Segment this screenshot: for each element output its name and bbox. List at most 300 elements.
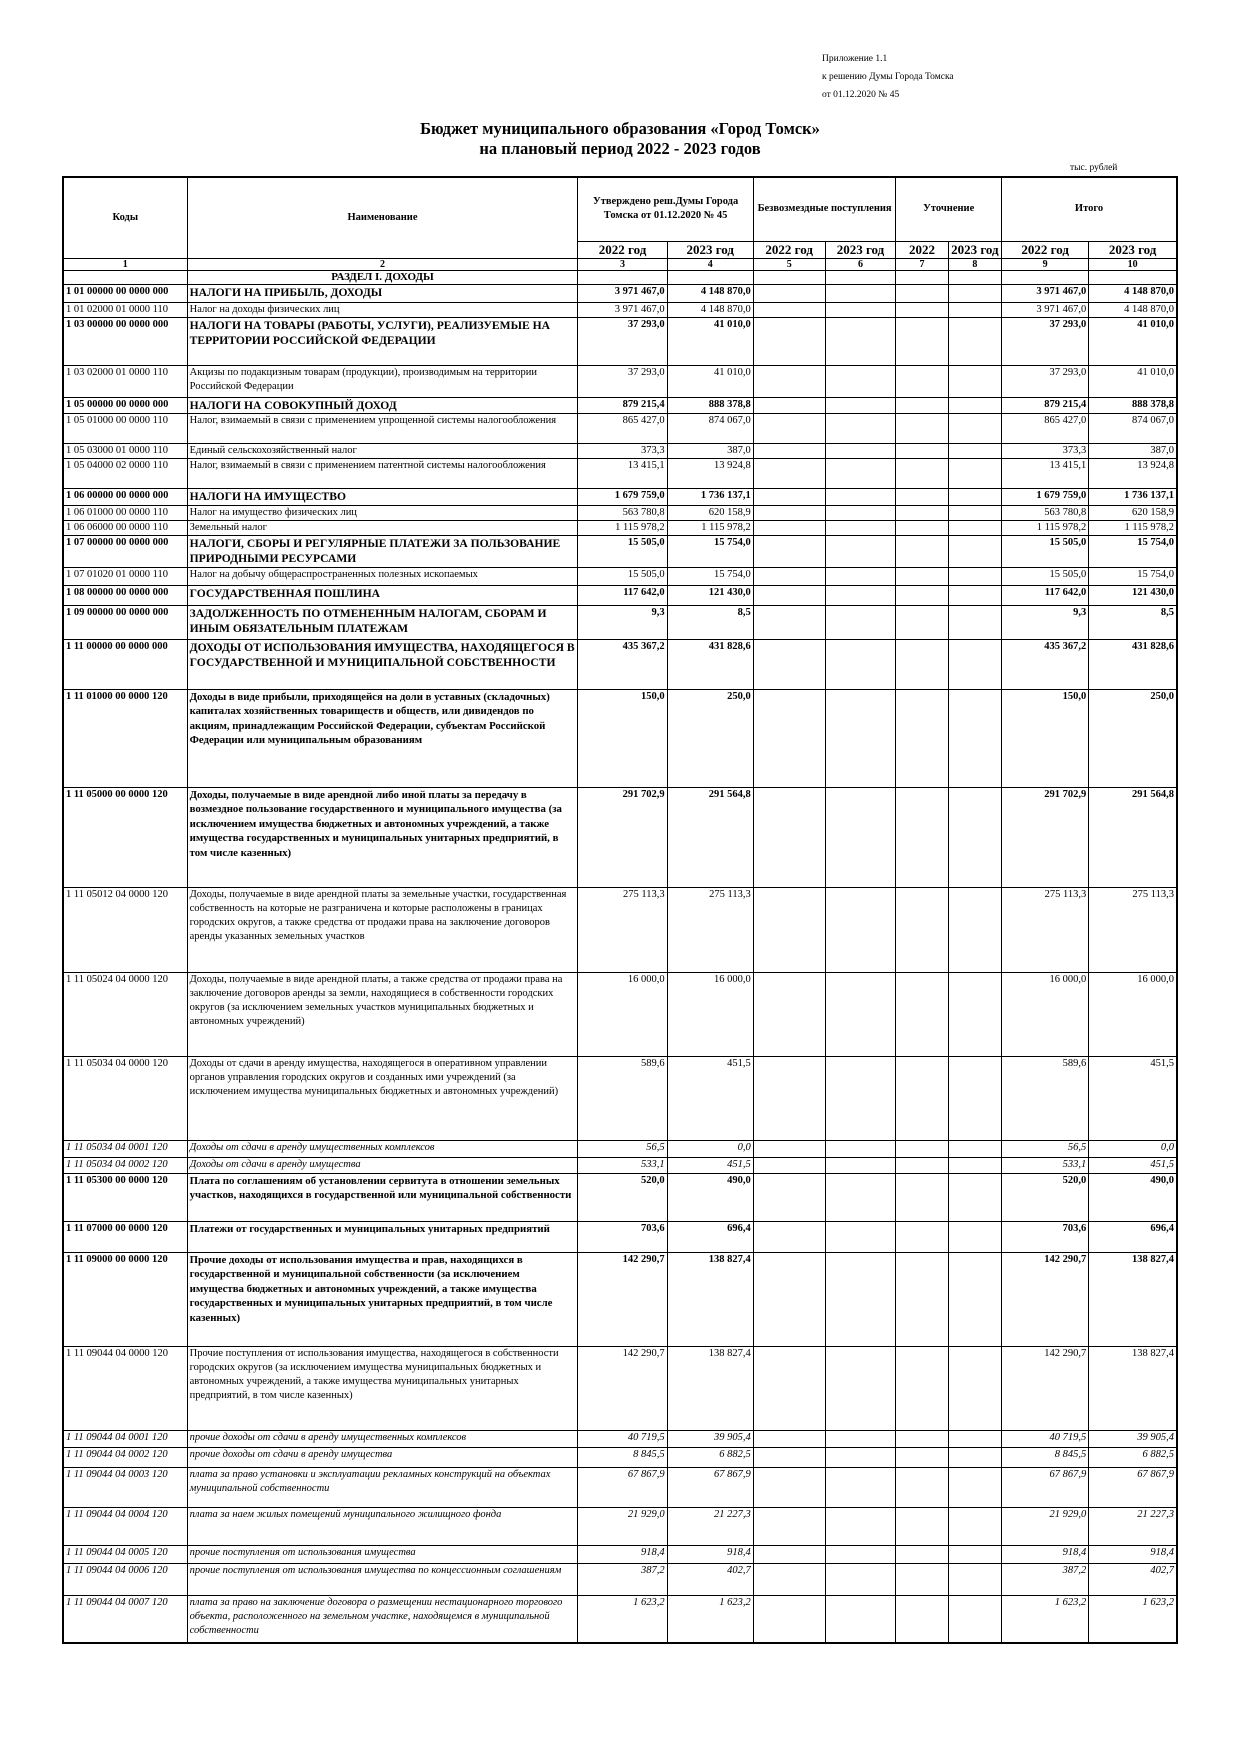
cell-total-2022: 16 000,0 — [1002, 972, 1089, 1056]
title-line: на плановый период 2022 - 2023 годов — [479, 139, 761, 158]
cell-code: 1 11 09044 04 0001 120 — [63, 1430, 187, 1447]
cell-gratuitous-2022 — [753, 1346, 825, 1430]
table-row — [63, 1056, 1177, 1140]
cell-gratuitous-2023 — [825, 567, 896, 585]
cell-clarification-2023 — [948, 639, 1001, 689]
cell-name: плата за наем жилых помещений муниципального жилищного фонда — [187, 1507, 578, 1545]
cell-total-2022: 56,5 — [1002, 1140, 1089, 1157]
cell-approved-2023: 13 924,8 — [667, 458, 753, 488]
cell-gratuitous-2023 — [825, 1173, 896, 1221]
table-row — [63, 317, 1177, 365]
cell-code: 1 11 05034 04 0000 120 — [63, 1056, 187, 1140]
cell-gratuitous-2022 — [753, 1221, 825, 1252]
header-year: 2023 год — [948, 241, 1001, 258]
cell-total-2023: 0,0 — [1089, 1140, 1177, 1157]
cell-clarification-2022 — [896, 413, 948, 443]
cell-clarification-2023 — [948, 1563, 1001, 1595]
cell-name: Доходы, получаемые в виде арендной либо иной платы за передачу в возмездное пользование государственного и муниципального имущества (за исключением имущества бюджетных и автономных учреждений, а также имущества государственных и муниципальных унитарных предприятий, в том числе казенных) — [187, 787, 578, 887]
cell-total-2023: 918,4 — [1089, 1545, 1177, 1563]
cell-clarification-2023 — [948, 1056, 1001, 1140]
cell-total-2022: 117 642,0 — [1002, 585, 1089, 605]
cell-gratuitous-2022 — [753, 1157, 825, 1173]
cell-approved-2023: 451,5 — [667, 1157, 753, 1173]
cell-gratuitous-2023 — [825, 1595, 896, 1643]
header-gratuitous: Безвозмездные поступления — [753, 177, 896, 241]
cell-clarification-2022 — [896, 1545, 948, 1563]
cell-clarification-2023 — [948, 1430, 1001, 1447]
table-row — [63, 505, 1177, 520]
cell-approved-2023: 1 736 137,1 — [667, 488, 753, 505]
table-row — [63, 787, 1177, 887]
cell-total-2022: 67 867,9 — [1002, 1467, 1089, 1507]
cell-gratuitous-2023 — [825, 887, 896, 972]
cell-clarification-2022 — [896, 505, 948, 520]
cell-code: 1 11 09044 04 0000 120 — [63, 1346, 187, 1430]
table-row — [63, 1595, 1177, 1643]
table-row — [63, 1252, 1177, 1346]
cell-gratuitous-2022 — [753, 639, 825, 689]
cell-name: Плата по соглашениям об установлении сервитута в отношении земельных участков, находящихся в государственной или муниципальной собственности — [187, 1173, 578, 1221]
table-row — [63, 1563, 1177, 1595]
cell-approved-2023: 6 882,5 — [667, 1447, 753, 1467]
cell-clarification-2022 — [896, 488, 948, 505]
cell-clarification-2023 — [948, 1221, 1001, 1252]
cell-gratuitous-2022 — [753, 1173, 825, 1221]
header-name: Наименование — [187, 177, 578, 258]
cell-approved-2023: 41 010,0 — [667, 317, 753, 365]
cell-name: Налог на доходы физических лиц — [187, 302, 578, 317]
cell-gratuitous-2023 — [825, 443, 896, 458]
cell-total-2023: 620 158,9 — [1089, 505, 1177, 520]
cell-gratuitous-2023 — [825, 1430, 896, 1447]
cell-name: Доходы от сдачи в аренду имущественных комплексов — [187, 1140, 578, 1157]
cell-clarification-2022 — [896, 1430, 948, 1447]
cell-clarification-2023 — [948, 567, 1001, 585]
cell-total-2022: 1 623,2 — [1002, 1595, 1089, 1643]
cell-approved-2022: 563 780,8 — [578, 505, 667, 520]
cell-code: 1 05 01000 00 0000 110 — [63, 413, 187, 443]
cell-code: 1 11 05034 04 0002 120 — [63, 1157, 187, 1173]
cell-name: ЗАДОЛЖЕННОСТЬ ПО ОТМЕНЕННЫМ НАЛОГАМ, СБОРАМ И ИНЫМ ОБЯЗАТЕЛЬНЫМ ПЛАТЕЖАМ — [187, 605, 578, 639]
table-row — [63, 1507, 1177, 1545]
cell-total-2023: 121 430,0 — [1089, 585, 1177, 605]
cell-gratuitous-2023 — [825, 488, 896, 505]
cell-approved-2023: 451,5 — [667, 1056, 753, 1140]
cell-gratuitous-2022 — [753, 887, 825, 972]
column-number: 5 — [753, 258, 825, 270]
cell-approved-2023: 250,0 — [667, 689, 753, 787]
cell-approved-2023: 41 010,0 — [667, 365, 753, 397]
cell-clarification-2023 — [948, 1173, 1001, 1221]
cell-gratuitous-2022 — [753, 365, 825, 397]
cell-clarification-2023 — [948, 397, 1001, 413]
table-row — [63, 397, 1177, 413]
column-number: 3 — [578, 258, 667, 270]
cell-gratuitous-2023 — [825, 1467, 896, 1507]
table-row — [63, 488, 1177, 505]
cell-approved-2023: 402,7 — [667, 1563, 753, 1595]
header-year: 2022 год — [1002, 241, 1089, 258]
cell-total-2022: 879 215,4 — [1002, 397, 1089, 413]
cell-gratuitous-2023 — [825, 505, 896, 520]
cell-total-2022: 13 415,1 — [1002, 458, 1089, 488]
cell-total-2023: 67 867,9 — [1089, 1467, 1177, 1507]
cell-approved-2022: 373,3 — [578, 443, 667, 458]
cell-approved-2023: 39 905,4 — [667, 1430, 753, 1447]
cell-clarification-2023 — [948, 488, 1001, 505]
cell-approved-2022: 865 427,0 — [578, 413, 667, 443]
cell-clarification-2022 — [896, 1221, 948, 1252]
cell-approved-2022: 37 293,0 — [578, 365, 667, 397]
cell-gratuitous-2023 — [825, 1563, 896, 1595]
table-row — [63, 413, 1177, 443]
cell-name: прочие поступления от использования имущества — [187, 1545, 578, 1563]
cell-approved-2022: 879 215,4 — [578, 397, 667, 413]
cell-gratuitous-2023 — [825, 1157, 896, 1173]
cell-total-2022: 387,2 — [1002, 1563, 1089, 1595]
cell-approved-2023: 0,0 — [667, 1140, 753, 1157]
cell-clarification-2023 — [948, 505, 1001, 520]
cell-gratuitous-2023 — [825, 972, 896, 1056]
cell-gratuitous-2023 — [825, 397, 896, 413]
cell-name: Единый сельскохозяйственный налог — [187, 443, 578, 458]
cell-gratuitous-2022 — [753, 413, 825, 443]
cell-clarification-2023 — [948, 1467, 1001, 1507]
column-number: 7 — [896, 258, 948, 270]
cell-name: Доходы в виде прибыли, приходящейся на доли в уставных (складочных) капиталах хозяйственных товариществ и обществ, или дивидендов по акциям, принадлежащим Российской Федерации, субъектам Российской Федерации или муниципальным образованиям — [187, 689, 578, 787]
cell-gratuitous-2023 — [825, 689, 896, 787]
cell-gratuitous-2022 — [753, 689, 825, 787]
cell-approved-2022: 703,6 — [578, 1221, 667, 1252]
cell-approved-2022: 520,0 — [578, 1173, 667, 1221]
cell-total-2023: 696,4 — [1089, 1221, 1177, 1252]
cell-total-2022: 589,6 — [1002, 1056, 1089, 1140]
cell-total-2022: 3 971 467,0 — [1002, 284, 1089, 302]
cell-gratuitous-2023 — [825, 585, 896, 605]
cell-total-2023: 451,5 — [1089, 1157, 1177, 1173]
cell-code: 1 11 05034 04 0001 120 — [63, 1140, 187, 1157]
cell-total-2022: 533,1 — [1002, 1157, 1089, 1173]
cell-gratuitous-2022 — [753, 488, 825, 505]
cell-clarification-2023 — [948, 1157, 1001, 1173]
cell-code: 1 11 09000 00 0000 120 — [63, 1252, 187, 1346]
cell-code: 1 03 02000 01 0000 110 — [63, 365, 187, 397]
cell-approved-2023: 4 148 870,0 — [667, 284, 753, 302]
table-row — [63, 689, 1177, 787]
cell-total-2023: 6 882,5 — [1089, 1447, 1177, 1467]
cell-approved-2023: 121 430,0 — [667, 585, 753, 605]
cell-clarification-2022 — [896, 1467, 948, 1507]
cell-approved-2022: 3 971 467,0 — [578, 302, 667, 317]
cell-gratuitous-2023 — [825, 1140, 896, 1157]
cell-gratuitous-2022 — [753, 1430, 825, 1447]
cell-approved-2023: 15 754,0 — [667, 535, 753, 567]
column-number: 8 — [948, 258, 1001, 270]
cell-total-2022: 9,3 — [1002, 605, 1089, 639]
cell-approved-2022: 589,6 — [578, 1056, 667, 1140]
cell-gratuitous-2022 — [753, 520, 825, 535]
cell-approved-2022: 8 845,5 — [578, 1447, 667, 1467]
cell-name: Прочие доходы от использования имущества и прав, находящихся в государственной и муниципальной собственности (за исключением имущества бюджетных и автономных учреждений, а также имущества государственных и муниципальных унитарных предприятий, в том числе казенных) — [187, 1252, 578, 1346]
cell-gratuitous-2022 — [753, 284, 825, 302]
column-number: 1 — [63, 258, 187, 270]
table-row — [63, 1157, 1177, 1173]
header-year: 2023 год — [825, 241, 896, 258]
title-line: Бюджет муниципального образования «Город Томск» — [420, 119, 820, 138]
cell-clarification-2023 — [948, 520, 1001, 535]
cell-clarification-2023 — [948, 585, 1001, 605]
cell-approved-2023: 138 827,4 — [667, 1252, 753, 1346]
cell-name: Налог, взимаемый в связи с применением упрощенной системы налогообложения — [187, 413, 578, 443]
cell-total-2023: 490,0 — [1089, 1173, 1177, 1221]
cell-approved-2022: 387,2 — [578, 1563, 667, 1595]
cell-approved-2023: 138 827,4 — [667, 1346, 753, 1430]
cell-clarification-2023 — [948, 302, 1001, 317]
cell-total-2023: 16 000,0 — [1089, 972, 1177, 1056]
cell-name: ГОСУДАРСТВЕННАЯ ПОШЛИНА — [187, 585, 578, 605]
cell-total-2022: 563 780,8 — [1002, 505, 1089, 520]
cell-total-2023: 874 067,0 — [1089, 413, 1177, 443]
cell-total-2023: 4 148 870,0 — [1089, 302, 1177, 317]
cell-code: 1 11 05024 04 0000 120 — [63, 972, 187, 1056]
cell-total-2023: 402,7 — [1089, 1563, 1177, 1595]
cell-name: НАЛОГИ НА СОВОКУПНЫЙ ДОХОД — [187, 397, 578, 413]
cell-total-2023: 15 754,0 — [1089, 567, 1177, 585]
cell-approved-2023: 291 564,8 — [667, 787, 753, 887]
header-year: 2022 год — [578, 241, 667, 258]
cell-code: 1 03 00000 00 0000 000 — [63, 317, 187, 365]
cell-approved-2022: 117 642,0 — [578, 585, 667, 605]
cell-clarification-2022 — [896, 787, 948, 887]
cell-total-2023: 15 754,0 — [1089, 535, 1177, 567]
cell-code: 1 11 09044 04 0005 120 — [63, 1545, 187, 1563]
header-clarification: Уточнение — [896, 177, 1002, 241]
cell-clarification-2022 — [896, 520, 948, 535]
table-row — [63, 302, 1177, 317]
cell-clarification-2022 — [896, 887, 948, 972]
cell-clarification-2023 — [948, 1346, 1001, 1430]
appendix-line: к решению Думы Города Томска — [822, 72, 954, 82]
cell-code: 1 11 01000 00 0000 120 — [63, 689, 187, 787]
cell-total-2022: 703,6 — [1002, 1221, 1089, 1252]
cell-approved-2022: 16 000,0 — [578, 972, 667, 1056]
cell-clarification-2022 — [896, 972, 948, 1056]
table-row — [63, 520, 1177, 535]
table-body — [63, 270, 1177, 1643]
column-number: 4 — [667, 258, 753, 270]
cell-total-2022: 142 290,7 — [1002, 1252, 1089, 1346]
cell-gratuitous-2023 — [825, 302, 896, 317]
cell-clarification-2022 — [896, 443, 948, 458]
cell-approved-2023: 620 158,9 — [667, 505, 753, 520]
cell-approved-2023: 15 754,0 — [667, 567, 753, 585]
cell-clarification-2023 — [948, 535, 1001, 567]
cell-approved-2023: 4 148 870,0 — [667, 302, 753, 317]
cell-name: прочие поступления от использования имущества по концессионным соглашениям — [187, 1563, 578, 1595]
cell-clarification-2022 — [896, 585, 948, 605]
cell-name: Земельный налог — [187, 520, 578, 535]
cell-code: 1 06 06000 00 0000 110 — [63, 520, 187, 535]
cell-clarification-2023 — [948, 1545, 1001, 1563]
cell-approved-2022: 435 367,2 — [578, 639, 667, 689]
cell-clarification-2022 — [896, 689, 948, 787]
cell-gratuitous-2023 — [825, 1346, 896, 1430]
table-row — [63, 605, 1177, 639]
table-row — [63, 972, 1177, 1056]
cell-approved-2022: 142 290,7 — [578, 1346, 667, 1430]
cell-name: Платежи от государственных и муниципальных унитарных предприятий — [187, 1221, 578, 1252]
cell-clarification-2022 — [896, 317, 948, 365]
cell-gratuitous-2023 — [825, 1056, 896, 1140]
cell-code: 1 09 00000 00 0000 000 — [63, 605, 187, 639]
cell-approved-2022: 3 971 467,0 — [578, 284, 667, 302]
cell-code: 1 11 05000 00 0000 120 — [63, 787, 187, 887]
cell-code: 1 11 09044 04 0006 120 — [63, 1563, 187, 1595]
cell-clarification-2022 — [896, 1252, 948, 1346]
cell-code: 1 11 09044 04 0007 120 — [63, 1595, 187, 1643]
table-row — [63, 284, 1177, 302]
cell-clarification-2022 — [896, 302, 948, 317]
cell-gratuitous-2022 — [753, 972, 825, 1056]
cell-name: НАЛОГИ НА ПРИБЫЛЬ, ДОХОДЫ — [187, 284, 578, 302]
table-row — [63, 1430, 1177, 1447]
cell-gratuitous-2023 — [825, 535, 896, 567]
column-number: 10 — [1089, 258, 1177, 270]
cell-gratuitous-2022 — [753, 567, 825, 585]
cell-gratuitous-2022 — [753, 787, 825, 887]
cell-gratuitous-2022 — [753, 443, 825, 458]
cell-approved-2023: 1 623,2 — [667, 1595, 753, 1643]
cell-name: ДОХОДЫ ОТ ИСПОЛЬЗОВАНИЯ ИМУЩЕСТВА, НАХОДЯЩЕГОСЯ В ГОСУДАРСТВЕННОЙ И МУНИЦИПАЛЬНОЙ СОБСТВЕННОСТИ — [187, 639, 578, 689]
cell-code: 1 07 00000 00 0000 000 — [63, 535, 187, 567]
cell-name: Налог, взимаемый в связи с применением патентной системы налогообложения — [187, 458, 578, 488]
cell-total-2022: 275 113,3 — [1002, 887, 1089, 972]
cell-gratuitous-2022 — [753, 1545, 825, 1563]
appendix-line: Приложение 1.1 — [822, 54, 888, 64]
cell-approved-2023: 696,4 — [667, 1221, 753, 1252]
cell-total-2022: 40 719,5 — [1002, 1430, 1089, 1447]
cell-total-2022: 865 427,0 — [1002, 413, 1089, 443]
cell-code: 1 07 01020 01 0000 110 — [63, 567, 187, 585]
table-row — [63, 1346, 1177, 1430]
cell-approved-2023: 918,4 — [667, 1545, 753, 1563]
cell-clarification-2022 — [896, 535, 948, 567]
empty-cell — [63, 270, 187, 284]
cell-gratuitous-2023 — [825, 365, 896, 397]
cell-code: 1 05 04000 02 0000 110 — [63, 458, 187, 488]
cell-code: 1 11 09044 04 0003 120 — [63, 1467, 187, 1507]
cell-clarification-2022 — [896, 1157, 948, 1173]
cell-gratuitous-2023 — [825, 284, 896, 302]
table-row — [63, 887, 1177, 972]
cell-approved-2022: 150,0 — [578, 689, 667, 787]
cell-total-2022: 435 367,2 — [1002, 639, 1089, 689]
cell-total-2023: 13 924,8 — [1089, 458, 1177, 488]
cell-total-2022: 15 505,0 — [1002, 567, 1089, 585]
cell-clarification-2023 — [948, 787, 1001, 887]
cell-clarification-2022 — [896, 1563, 948, 1595]
cell-gratuitous-2023 — [825, 639, 896, 689]
cell-approved-2022: 9,3 — [578, 605, 667, 639]
header-year: 2022 — [896, 241, 948, 258]
cell-gratuitous-2023 — [825, 317, 896, 365]
cell-gratuitous-2022 — [753, 1056, 825, 1140]
table-row — [63, 1545, 1177, 1563]
cell-code: 1 11 05300 00 0000 120 — [63, 1173, 187, 1221]
cell-name: Налог на добычу общераспространенных полезных ископаемых — [187, 567, 578, 585]
cell-clarification-2023 — [948, 887, 1001, 972]
cell-gratuitous-2022 — [753, 1563, 825, 1595]
cell-name: Прочие поступления от использования имущества, находящегося в собственности городских округов (за исключением имущества муниципальных бюджетных и автономных учреждений, а также имущества муниципальных унитарных предприятий, в том числе казенных) — [187, 1346, 578, 1430]
section-title: РАЗДЕЛ I. ДОХОДЫ — [187, 270, 578, 284]
cell-total-2023: 431 828,6 — [1089, 639, 1177, 689]
cell-total-2023: 387,0 — [1089, 443, 1177, 458]
cell-gratuitous-2022 — [753, 397, 825, 413]
cell-total-2022: 15 505,0 — [1002, 535, 1089, 567]
cell-gratuitous-2022 — [753, 317, 825, 365]
column-number: 2 — [187, 258, 578, 270]
cell-clarification-2022 — [896, 1140, 948, 1157]
cell-approved-2023: 67 867,9 — [667, 1467, 753, 1507]
cell-approved-2023: 275 113,3 — [667, 887, 753, 972]
cell-gratuitous-2023 — [825, 1447, 896, 1467]
cell-total-2023: 1 736 137,1 — [1089, 488, 1177, 505]
cell-gratuitous-2022 — [753, 585, 825, 605]
cell-code: 1 01 02000 01 0000 110 — [63, 302, 187, 317]
cell-clarification-2023 — [948, 1252, 1001, 1346]
cell-name: Доходы, получаемые в виде арендной платы за земельные участки, государственная собственность на которые не разграничена и которые расположены в границах городских округов, а также средства от продажи права на заключение договоров аренды указанных земельных участков — [187, 887, 578, 972]
cell-gratuitous-2023 — [825, 1507, 896, 1545]
header-year: 2022 год — [753, 241, 825, 258]
cell-approved-2022: 37 293,0 — [578, 317, 667, 365]
cell-clarification-2023 — [948, 443, 1001, 458]
cell-clarification-2022 — [896, 1507, 948, 1545]
cell-code: 1 05 03000 01 0000 110 — [63, 443, 187, 458]
cell-clarification-2022 — [896, 639, 948, 689]
cell-gratuitous-2022 — [753, 1507, 825, 1545]
cell-total-2023: 451,5 — [1089, 1056, 1177, 1140]
cell-total-2022: 37 293,0 — [1002, 365, 1089, 397]
table-row — [63, 365, 1177, 397]
cell-gratuitous-2022 — [753, 1447, 825, 1467]
cell-total-2023: 39 905,4 — [1089, 1430, 1177, 1447]
cell-code: 1 11 07000 00 0000 120 — [63, 1221, 187, 1252]
cell-total-2023: 4 148 870,0 — [1089, 284, 1177, 302]
cell-gratuitous-2023 — [825, 413, 896, 443]
cell-clarification-2023 — [948, 1447, 1001, 1467]
cell-total-2023: 41 010,0 — [1089, 365, 1177, 397]
cell-approved-2022: 918,4 — [578, 1545, 667, 1563]
cell-name: Доходы, получаемые в виде арендной платы, а также средства от продажи права на заключение договоров аренды за земли, находящиеся в собственности городских округов (за исключением земельных участков муниципальных бюджетных и автономных учреждений) — [187, 972, 578, 1056]
cell-code: 1 08 00000 00 0000 000 — [63, 585, 187, 605]
cell-gratuitous-2022 — [753, 1140, 825, 1157]
cell-clarification-2022 — [896, 1595, 948, 1643]
cell-approved-2023: 888 378,8 — [667, 397, 753, 413]
cell-code: 1 11 09044 04 0004 120 — [63, 1507, 187, 1545]
cell-total-2023: 291 564,8 — [1089, 787, 1177, 887]
cell-gratuitous-2022 — [753, 535, 825, 567]
cell-name: прочие доходы от сдачи в аренду имущества — [187, 1447, 578, 1467]
cell-gratuitous-2022 — [753, 1252, 825, 1346]
cell-approved-2022: 13 415,1 — [578, 458, 667, 488]
cell-name: Доходы от сдачи в аренду имущества — [187, 1157, 578, 1173]
table-row — [63, 1467, 1177, 1507]
cell-gratuitous-2023 — [825, 458, 896, 488]
table-row — [63, 585, 1177, 605]
cell-gratuitous-2023 — [825, 1545, 896, 1563]
cell-total-2023: 1 115 978,2 — [1089, 520, 1177, 535]
cell-approved-2022: 67 867,9 — [578, 1467, 667, 1507]
